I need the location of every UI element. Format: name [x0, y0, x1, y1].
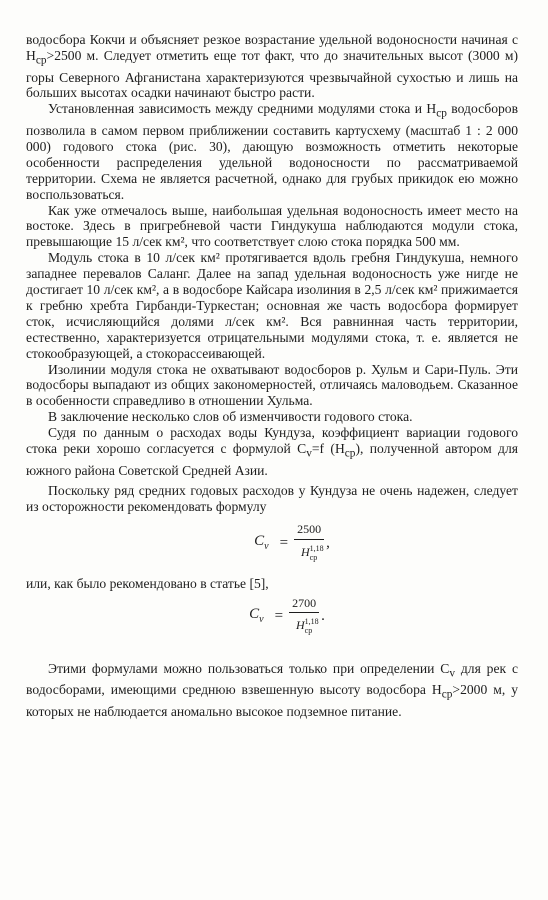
formula-denominator: H$^{1,18}_{ср}$ — [300, 544, 324, 562]
formula-punct: , — [326, 535, 330, 552]
paragraph-7: Судя по данным о расходах воды Кундуза, коэффициент вариации годового стока реки хорошо согласуется с формулой $C_v=f$ $(H_{ср})$, полученной автором для южного района Советской Средней Азии. — [26, 425, 519, 478]
formula-lhs: $C_v$ — [254, 532, 269, 552]
formula-equals: = — [279, 535, 289, 552]
paragraph-1: водосбора Кокчи и объясняет резкое возрастание удельной водоносности начиная с $H_{ср}>2500$ м. Следует отметить еще тот факт, что до значительных высот (3000 м) горы Северного Афганистана характеризуются чрезвычайной сухостью и лишь на больших высотах осадки начинают быстро расти. — [26, 32, 518, 101]
formula-equals: = — [274, 608, 284, 625]
formula-fraction — [289, 596, 319, 639]
formula-cv-2500 — [26, 522, 518, 565]
formula-punct: . — [321, 608, 325, 625]
formula-numerator: 2500 — [294, 522, 324, 540]
paragraph-5: Изолинии модуля стока не охватывают водосборов р. Хульм и Сари-Пуль. Эти водосборы выпадают из общих закономерностей, отличаясь маловодьем. Сказанное в особенности справедливо в отношении Хульма. — [26, 361, 518, 409]
paragraph-10: Этими формулами можно пользоваться только при определении $C_v$ для рек с водосборами, имеющими среднюю взвешенную высоту водосбора $H_{ср}>2000$ м, у которых не наблюдается аномально высокое подземное питание. — [26, 660, 518, 719]
formula-lhs: $C_v$ — [249, 605, 264, 625]
paragraph-6: В заключение несколько слов об изменчивости годового стока. — [48, 409, 413, 425]
formula-numerator: 2700 — [289, 596, 319, 614]
paragraph-8: Поскольку ряд средних годовых расходов у Кундуза не очень надежен, следует из осторожности рекомендовать формулу — [26, 482, 518, 514]
paragraph-3: Как уже отмечалось выше, наибольшая удельная водоносность имеет место на востоке. Здесь в пригребневой части Гиндукуша наблюдаются модули стока, превышающие 15 л/сек км², что соответствует слою стока порядка 500 мм. — [26, 202, 518, 250]
paragraph-2: Установленная зависимость между средними модулями стока и $H_{ср}$ водосборов позволила в самом первом приближении составить картусхему (масштаб 1 : 2 000 000) годового стока (рис. 30), дающую возможность отметить некоторые особенности распределения удельной водоносности по рассматриваемой территории. Схема не является расчетной, однако для грубых прикидок ею можно воспользоваться. — [26, 101, 519, 202]
paragraph-9: или, как было рекомендовано в статье [5], — [26, 575, 269, 591]
formula-cv-2700 — [26, 596, 518, 639]
paragraph-4: Модуль стока в 10 л/сек км² протягивается вдоль гребня Гиндукуша, немного западнее перевалов Саланг. Далее на запад удельная водоносность уже нигде не достигает 10 л/сек км², а в водосборе Кайсара изолиния в 2,5 л/сек км² прижимается к гребню хребта Гирбанди-Туркестан; основная же часть водосбора формирует сток, исчисляющийся долями л/сек км². Вся равнинная часть территории, естественно, характеризуется отрицательными модулями стока, т. е. является не стокообразующей, а стокорассеивающей. — [26, 250, 518, 361]
formula-fraction — [294, 522, 324, 565]
formula-denominator: H$^{1,18}_{ср}$ — [295, 617, 319, 635]
body-text — [26, 32, 518, 720]
